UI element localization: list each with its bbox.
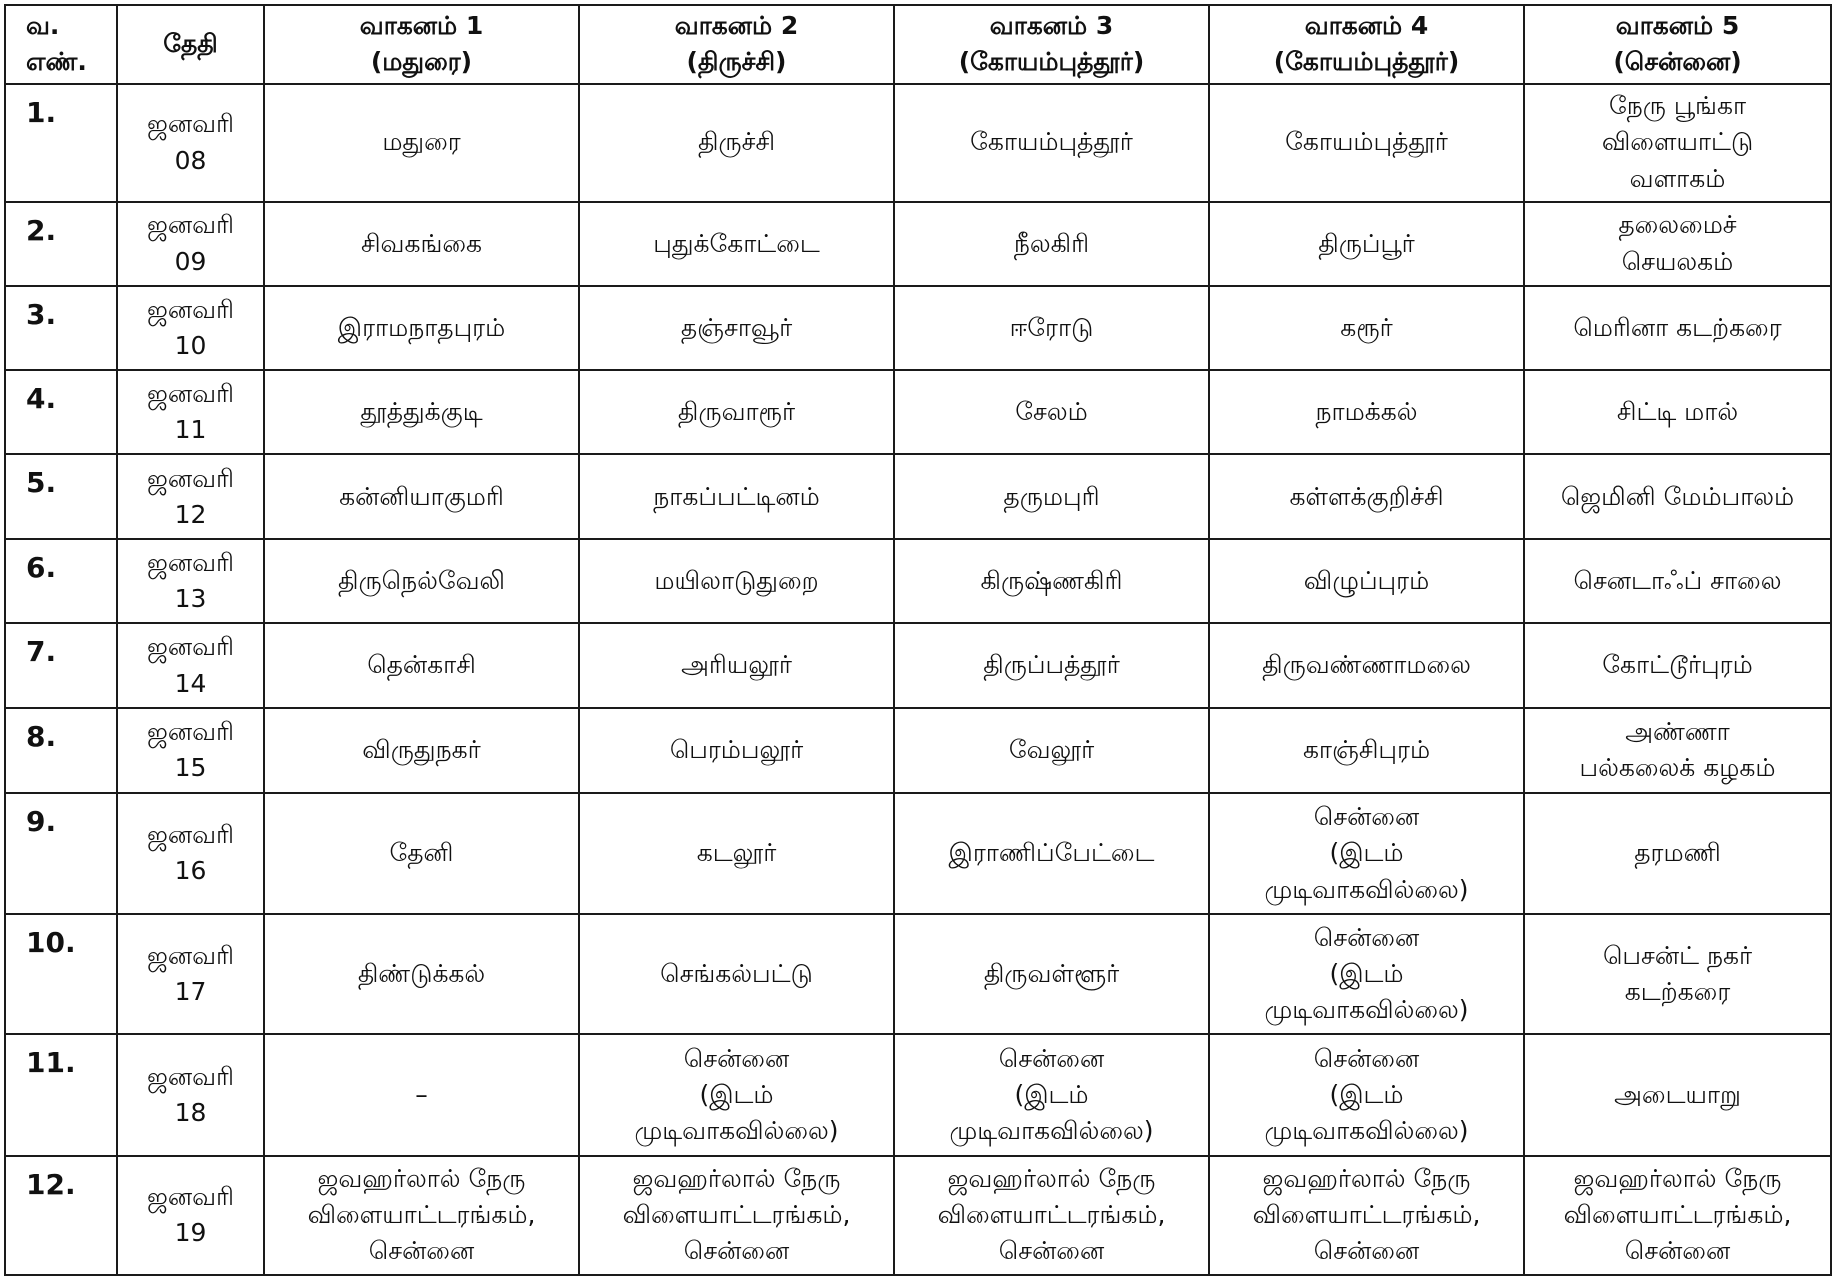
date-cell: ஜனவரி 13 — [117, 539, 264, 623]
vehicle-5-cell: ஜெமினி மேம்பாலம் — [1524, 454, 1831, 539]
table-row — [5, 539, 1831, 623]
vehicle-3-cell: இராணிப்பேட்டை — [894, 793, 1209, 914]
vehicle-1-cell: திண்டுக்கல் — [264, 914, 579, 1034]
vehicle-1-cell: – — [264, 1034, 579, 1155]
vehicle-2-cell: கடலூர் — [579, 793, 894, 914]
vehicle-3-cell: நீலகிரி — [894, 202, 1209, 286]
vehicle-5-cell: மெரினா கடற்கரை — [1524, 286, 1831, 371]
date-cell: ஜனவரி 17 — [117, 914, 264, 1034]
date-cell: ஜனவரி 19 — [117, 1156, 264, 1275]
vehicle-4-cell: விழுப்புரம் — [1209, 539, 1524, 623]
vehicle-3-cell: திருவள்ளூர் — [894, 914, 1209, 1034]
vehicle-4-cell: காஞ்சிபுரம் — [1209, 708, 1524, 793]
vehicle-1-cell: தூத்துக்குடி — [264, 370, 579, 454]
date-cell: ஜனவரி 08 — [117, 84, 264, 202]
vehicle-2-cell: செங்கல்பட்டு — [579, 914, 894, 1034]
serial-number-cell: 10. — [5, 914, 117, 1034]
serial-number-cell: 6. — [5, 539, 117, 623]
header-date: தேதி — [117, 5, 264, 84]
table-row — [5, 454, 1831, 539]
vehicle-3-cell: கோயம்புத்தூர் — [894, 84, 1209, 202]
vehicle-3-cell: சேலம் — [894, 370, 1209, 454]
vehicle-1-cell: சிவகங்கை — [264, 202, 579, 286]
table-row — [5, 84, 1831, 202]
serial-number-cell: 2. — [5, 202, 117, 286]
vehicle-1-cell: விருதுநகர் — [264, 708, 579, 793]
vehicle-1-cell: தேனி — [264, 793, 579, 914]
vehicle-2-cell: திருச்சி — [579, 84, 894, 202]
date-cell: ஜனவரி 16 — [117, 793, 264, 914]
serial-number-cell: 3. — [5, 286, 117, 371]
vehicle-4-cell: சென்னை (இடம் முடிவாகவில்லை) — [1209, 1034, 1524, 1155]
vehicle-2-cell: சென்னை (இடம் முடிவாகவில்லை) — [579, 1034, 894, 1155]
vehicle-2-cell: புதுக்கோட்டை — [579, 202, 894, 286]
vehicle-1-cell: ஜவஹர்லால் நேரு விளையாட்டரங்கம், சென்னை — [264, 1156, 579, 1275]
vehicle-3-cell: சென்னை (இடம் முடிவாகவில்லை) — [894, 1034, 1209, 1155]
table-row — [5, 1034, 1831, 1155]
date-cell: ஜனவரி 12 — [117, 454, 264, 539]
vehicle-4-cell: திருப்பூர் — [1209, 202, 1524, 286]
vehicle-3-cell: ஈரோடு — [894, 286, 1209, 371]
date-cell: ஜனவரி 10 — [117, 286, 264, 371]
vehicle-4-cell: கள்ளக்குறிச்சி — [1209, 454, 1524, 539]
vehicle-2-cell: பெரம்பலூர் — [579, 708, 894, 793]
vehicle-5-cell: அண்ணா பல்கலைக் கழகம் — [1524, 708, 1831, 793]
table-row — [5, 793, 1831, 914]
vehicle-3-cell: ஜவஹர்லால் நேரு விளையாட்டரங்கம், சென்னை — [894, 1156, 1209, 1275]
vehicle-2-cell: திருவாரூர் — [579, 370, 894, 454]
vehicle-5-cell: பெசன்ட் நகர் கடற்கரை — [1524, 914, 1831, 1034]
vehicle-5-cell: ஜவஹர்லால் நேரு விளையாட்டரங்கம், சென்னை — [1524, 1156, 1831, 1275]
date-cell: ஜனவரி 11 — [117, 370, 264, 454]
table-row — [5, 914, 1831, 1034]
header-vehicle-4: வாகனம் 4 (கோயம்புத்தூர்) — [1209, 5, 1524, 84]
serial-number-cell: 4. — [5, 370, 117, 454]
vehicle-schedule-table — [4, 4, 1832, 1276]
serial-number-cell: 5. — [5, 454, 117, 539]
vehicle-5-cell: தலைமைச் செயலகம் — [1524, 202, 1831, 286]
vehicle-3-cell: வேலூர் — [894, 708, 1209, 793]
vehicle-1-cell: இராமநாதபுரம் — [264, 286, 579, 371]
vehicle-2-cell: அரியலூர் — [579, 623, 894, 708]
header-serial-number: வ. எண். — [5, 5, 117, 84]
table-header-row — [5, 5, 1831, 84]
vehicle-4-cell: சென்னை (இடம் முடிவாகவில்லை) — [1209, 914, 1524, 1034]
table-row — [5, 1156, 1831, 1275]
vehicle-4-cell: கரூர் — [1209, 286, 1524, 371]
header-vehicle-1: வாகனம் 1 (மதுரை) — [264, 5, 579, 84]
vehicle-1-cell: திருநெல்வேலி — [264, 539, 579, 623]
vehicle-4-cell: ஜவஹர்லால் நேரு விளையாட்டரங்கம், சென்னை — [1209, 1156, 1524, 1275]
vehicle-3-cell: தருமபுரி — [894, 454, 1209, 539]
vehicle-1-cell: மதுரை — [264, 84, 579, 202]
header-vehicle-2: வாகனம் 2 (திருச்சி) — [579, 5, 894, 84]
serial-number-cell: 7. — [5, 623, 117, 708]
serial-number-cell: 11. — [5, 1034, 117, 1155]
header-vehicle-3: வாகனம் 3 (கோயம்புத்தூர்) — [894, 5, 1209, 84]
vehicle-1-cell: கன்னியாகுமரி — [264, 454, 579, 539]
vehicle-4-cell: சென்னை (இடம் முடிவாகவில்லை) — [1209, 793, 1524, 914]
vehicle-5-cell: அடையாறு — [1524, 1034, 1831, 1155]
vehicle-2-cell: மயிலாடுதுறை — [579, 539, 894, 623]
date-cell: ஜனவரி 18 — [117, 1034, 264, 1155]
vehicle-5-cell: கோட்டூர்புரம் — [1524, 623, 1831, 708]
vehicle-4-cell: கோயம்புத்தூர் — [1209, 84, 1524, 202]
vehicle-3-cell: திருப்பத்தூர் — [894, 623, 1209, 708]
vehicle-2-cell: தஞ்சாவூர் — [579, 286, 894, 371]
date-cell: ஜனவரி 14 — [117, 623, 264, 708]
serial-number-cell: 1. — [5, 84, 117, 202]
vehicle-5-cell: தரமணி — [1524, 793, 1831, 914]
date-cell: ஜனவரி 15 — [117, 708, 264, 793]
table-row — [5, 370, 1831, 454]
table-row — [5, 623, 1831, 708]
serial-number-cell: 12. — [5, 1156, 117, 1275]
date-cell: ஜனவரி 09 — [117, 202, 264, 286]
serial-number-cell: 9. — [5, 793, 117, 914]
vehicle-1-cell: தென்காசி — [264, 623, 579, 708]
vehicle-4-cell: திருவண்ணாமலை — [1209, 623, 1524, 708]
vehicle-5-cell: நேரு பூங்கா விளையாட்டு வளாகம் — [1524, 84, 1831, 202]
vehicle-4-cell: நாமக்கல் — [1209, 370, 1524, 454]
serial-number-cell: 8. — [5, 708, 117, 793]
header-vehicle-5: வாகனம் 5 (சென்னை) — [1524, 5, 1831, 84]
vehicle-3-cell: கிருஷ்ணகிரி — [894, 539, 1209, 623]
vehicle-5-cell: சிட்டி மால் — [1524, 370, 1831, 454]
vehicle-2-cell: நாகப்பட்டினம் — [579, 454, 894, 539]
vehicle-2-cell: ஜவஹர்லால் நேரு விளையாட்டரங்கம், சென்னை — [579, 1156, 894, 1275]
table-row — [5, 286, 1831, 371]
vehicle-5-cell: செனடாஃப் சாலை — [1524, 539, 1831, 623]
table-row — [5, 202, 1831, 286]
table-row — [5, 708, 1831, 793]
